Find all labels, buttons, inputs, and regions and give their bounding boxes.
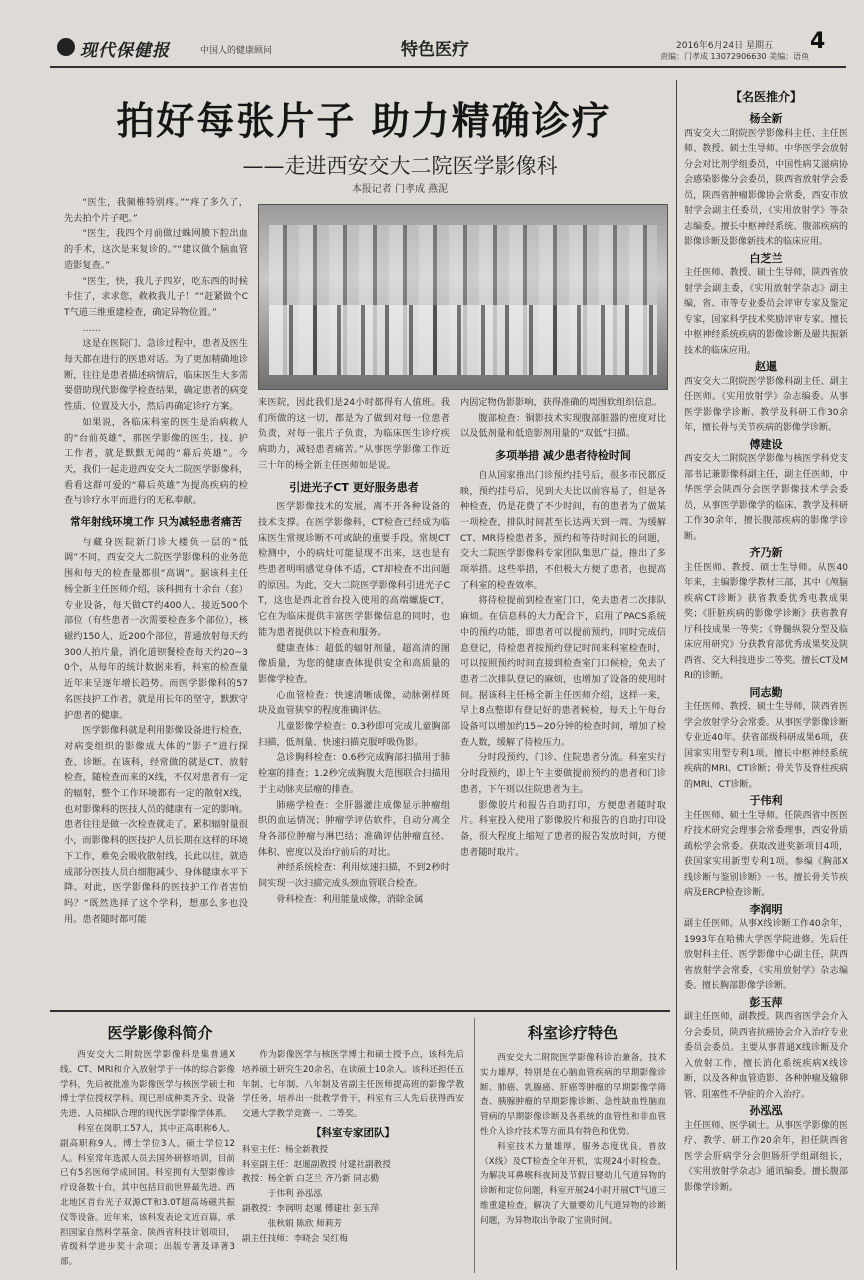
doctor-bio: 西安交大二附院医学影像与核医学科党支部书记兼影像科副主任，副主任医师，中华医学会陕西分会医学影像技术学会委员，从事医学影像学的临床、教学及科研工作30余年，擅长腹部疾病的影像学诊断。 xyxy=(684,454,848,542)
paragraph: 与藏身医院新门诊大楼负一层的“低调”不同，西安交大二院医学影像科的业务范围和每天的检查量都很“高调”。据该科主任杨全新主任医师介绍，该科拥有十余台（套）专业设备，每天做CT约400人、接近500个部位（有些患者一次需要检查多个部位），核磁约150人、近200个部位，普通放射每天约300人拍片量，消化道钡餐检查每天约20~30个，从每年的统计数据来看，科室的检查量近年来呈逐年增长趋势。而医学影像科的57名医技护工作者，就是用长年的坚守，默默守护患者的健康。 xyxy=(64,536,248,721)
paragraph: 作为影像医学与核医学博士和硕士授予点，该科先后培养硕士研究生20余名，在读硕士10余人。该科还担任五年制、七年制、八年制及省副主任医师提高班的影像学教学任务，培养出一批教学骨干，科室有三人先后获得西安交通大学教学竞赛一、二等奖。 xyxy=(242,1050,464,1120)
team-line: 教授：杨全新 白芝兰 齐乃新 同志勤 xyxy=(242,1174,380,1185)
sidebar xyxy=(684,82,848,1272)
doctor-name: 李润明 xyxy=(749,902,783,916)
doctor-name: 傅建设 xyxy=(749,437,783,451)
paragraph: 自从国家推出门诊预约挂号后，很多市民都反映，预约挂号后，见到大夫比以前容易了，但是各种检查，仍是花费了不少时间，有的患者为了做某一项检查，排队时间甚至长达两天到一周。为缓解CT、MR待检患者多，预约和等待时间长的问题，交大二院医学影像科专家团队集思广益，推出了多项举措。这些举措，不但极大方便了患者，也提高了科室的检查效率。 xyxy=(460,469,666,591)
section-heading: 多项举措 减少患者待检时间 xyxy=(495,449,631,463)
doctor-bio: 副主任医师。从事X线诊断工作40余年，1993年在哈佛大学医学院进修。先后任放射科主任、医学影像中心副主任，陕西省放射学会常委，《实用放射学》杂志编委。擅长胸部影像学诊断。 xyxy=(684,919,848,991)
column-3 xyxy=(460,395,666,1005)
doctor-entry xyxy=(684,359,848,437)
doctor-name: 彭玉萍 xyxy=(749,995,783,1009)
paragraph: 医学影像科就是利用影像设备进行检查，对病变组织的影像成大体的“影子”进行探查、诊断。在该科，经常做的就是CT、放射检查，随检查而来的X线，不仅对患者有一定的辐射，整个工作环境都有一定的散射X线，也对影像科的医技人员的健康有一定的影响。患者往往是做一次检查就走了，累积辐射量很小，而影像科的医技护人员长期在这样的环境下工作，难免会吸收散射线，长此以往，就造成部分医技人员白细胞减少、身体健康水平下降。对此，医学影像科的医技护工作者害怕吗？“既然选择了这个学科，想那么多也没用。患者随时都可能 xyxy=(64,725,248,925)
team-line: 科室主任：杨全新教授 xyxy=(242,1144,328,1155)
logo-icon xyxy=(57,38,75,56)
doctor-name: 赵暹 xyxy=(755,360,777,373)
doctor-entry xyxy=(684,902,848,995)
doctor-entry xyxy=(684,545,848,685)
doctor-entry xyxy=(684,1103,848,1196)
team-line: 张秋娟 陈欣 师莉芳 xyxy=(267,1218,343,1229)
team-line: 科室副主任：赵暹副教授 付建社副教授 xyxy=(242,1159,391,1170)
column-2 xyxy=(258,395,450,1010)
doctor-bio: 副主任医师，副教授。陕西省医学会介入分会委员，陕西省抗癌协会介入治疗专业委员会委员。主要从事普通X线诊断及介入放射工作，擅长消化系统疾病X线诊断，以及各种血管造影、各种肿瘤及输卵管、阻塞性不孕症的介入治疗。 xyxy=(684,1012,848,1100)
doctor-name: 孙泓泓 xyxy=(749,1104,783,1117)
paragraph: “医生，快，我儿子四岁，吃东西的时候卡住了，求求您，救救我儿子！”“赶紧做个CT气道三维重建检查，确定异物位置。” xyxy=(64,275,248,318)
paragraph: “医生，我四个月前做过蛛网膜下腔出血的手术，这次是来复诊的。”“建议做个脑血管造影复查。” xyxy=(64,228,248,271)
paragraph: 科室技术力量雄厚，服务态度优良，普放（X线）及CT检查全年开机，实现24小时检查。为解决耳鼻喉科夜间及节假日婴幼儿气道异物的诊断和定位问题，科室开展24小时开展CT气道三维重建检查，解决了大量婴幼儿气道异物的诊断问题，为异物取出争取了宝贵时间。 xyxy=(480,1141,666,1226)
paragraph: 西安交大二附院医学影像科是集普通X线、CT、MRI和介入放射学于一体的综合影像学科，先后被批准为影像医学与核医学硕士和博士学位授权学科。现已形成种类齐全、设备先进、人员梯队合理的现代医学影像学体系。 xyxy=(60,1050,235,1120)
doctor-bio: 主任医师、硕士生导师。任陕西省中医医疗技术研究会理事会常委理事，西安骨质疏松学会常委。获取改进奖新项目4项，获国家实用新型专利1项。参编《胸部X线诊断与鉴别诊断》一书。擅长骨关节疾病及ERCP检查诊断。 xyxy=(684,810,848,898)
issue-date: 2016年6月24日 星期五 xyxy=(676,41,773,51)
article-subtitle: ——走进西安交大二院医学影像科 xyxy=(242,154,558,178)
paragraph: 这是在医院门、急诊过程中，患者及医生每天都在进行的医患对话。为了更加精确地诊断，往往是患者描述病情后，临床医生大多需要借助现代影像学检查结果，确定患者的病变性质、位置及大小，然后再确定诊疗方案。 xyxy=(64,338,248,413)
paragraph: 西安交大二附院医学影像科诊治兼备，技术实力雄厚，特别是在心脑血管疾病的早期影像诊断、肺癌、乳腺癌、肝癌等肿瘤的早期影像学筛查、胰腺肿瘤的早期影像诊断、急性缺血性脑血管病的早期影像诊断及各系统的血管性和非血管性介入诊疗技术等方面具有特色和优势。 xyxy=(480,1053,666,1137)
paragraph: 影像胶片和报告自助打印，方便患者随时取片。科室投入使用了影像胶片和报告的自助打印设备，很大程度上缩短了患者的报告发放时间，方便患者随时取片。 xyxy=(460,799,666,858)
doctor-bio: 主任医师、医学硕士。从事医学影像的医疗、教学、研工作20余年，担任陕西省医学会肝病学分会胆肠肝学组副组长，《实用放射学杂志》通讯编委。擅长腹部影像学诊断。 xyxy=(684,1120,848,1193)
paragraph: …… xyxy=(82,322,101,334)
paragraph: 内固定物伪影影响，获得准确的周围软组织信息。 xyxy=(460,397,663,408)
doctor-entry xyxy=(684,251,848,360)
team-line: 副主任技师：李晓会 吴红梅 xyxy=(242,1233,348,1244)
paragraph: 儿童影像学检查：0.3秒即可完成儿童胸部扫描，低剂量、快速扫描克服呼吸伪影。 xyxy=(258,721,450,748)
doctor-bio: 主任医师、教授、硕士生导师，陕西省放射学会副主委，《实用放射学杂志》副主编，省、市等专业委员会评审专家及鉴定专家，国家科学技术奖励评审专家。擅长中枢神经系统疾病的影像诊断及磁共振新技术的临床应用。 xyxy=(684,268,848,356)
feature-box-title: 科室诊疗特色 xyxy=(527,1024,618,1042)
doctor-entry xyxy=(684,995,848,1104)
column-divider xyxy=(676,80,677,1270)
header-rule xyxy=(50,66,846,68)
team-heading: 【科室专家团队】 xyxy=(311,1126,395,1139)
paragraph: “医生，我频椎特别疼。”“疼了多久了，先去拍个片子吧。” xyxy=(64,197,248,224)
paragraph: 分时段预约，门诊、住院患者分流。科室实行分时段预约，即上午主要做提前预约的患者和门诊患者，下午则以住院患者为主。 xyxy=(460,752,666,795)
doctor-name: 白芝兰 xyxy=(749,251,783,265)
slogan: 中国人的健康顾问 xyxy=(200,46,273,56)
paragraph: 医学影像技术的发展，离不开各种设备的技术支撑。在医学影像科，CT检查已经成为临床医生常规诊断不可或缺的重要手段。常规CT检测中，小的病灶可能显现不出来，这也是有些患者明明感觉身体不适，CT却检查不出问题的原因。为此，交大二院医学影像科引进光子CT，这也是西北首台投入使用的高端螺旋CT，它在为临床提供丰富医学影像信息的同时，也能为患者提供以下检查和服务。 xyxy=(258,501,450,638)
paragraph: 来医院，因此我们是24小时都得有人值班。我们所做的这一切，都是为了做到对每一位患者负责，对每一张片子负责，为临床医生诊疗疾病助力，减轻患者痛苦。”从事医学影像工作近三十年的杨全新主任医师如是说。 xyxy=(258,397,450,471)
section-heading: 常年射线环境工作 只为减轻患者痛苦 xyxy=(70,516,242,529)
article-title: 拍好每张片子 助力精确诊疗 xyxy=(116,98,612,143)
paragraph: 急诊胸科检查：0.6秒完成胸部扫描用于肺栓塞的排查；1.2秒完成胸腹大范围联合扫描用于主动脉夹层瘤的排查。 xyxy=(258,752,450,795)
doctor-name: 同志勤 xyxy=(749,685,783,699)
paragraph: 健康查体：超低的辐射剂量，超高清的图像质量，为您的健康查体提供安全和高质量的影像学检查。 xyxy=(258,642,450,685)
intro-col-left xyxy=(60,1048,235,1273)
paragraph: 神经系统检查：利用炫速扫描，不到2秒时间实现一次扫描完成头颈血管联合检查。 xyxy=(258,862,450,890)
box-divider xyxy=(474,1018,475,1273)
feature-box xyxy=(480,1018,666,1273)
paragraph: 骨科检查：利用能量成像，消除金属 xyxy=(276,893,424,905)
byline: 本报记者 门孝成 燕泥 xyxy=(351,184,449,195)
paragraph: 科室在岗职工57人，其中正高职称6人、副高职称9人，博士学位3人，硕士学位12人。科室常年选派人员去国外研修培训，目前已有5名医师学成回国。科室拥有大型影像诊疗设备数十台，其中包括目前世界最先进、西北地区首台光子双源CT和3.0T超高场磁共振仪等设备。近年来，该科发表论文近百篇，承担国家自然科学基金、陕西省科技计划项目，省级科学进步奖十余项；出版专著及译著3部。 xyxy=(60,1123,235,1268)
intro-col-right xyxy=(242,1048,464,1273)
doctor-bio: 主任医师、教授、硕士生导师，陕西省医学会放射学分会常委。从事医学影像诊断专业近40年。获省部级科研成果6项，获国家实用型专利1项。擅长中枢神经系统疾病的MRI、CT诊断；骨关节及脊柱疾病的MRI、CT诊断。 xyxy=(684,702,848,790)
bottom-section-rule xyxy=(50,1010,670,1012)
team-line: 副教授：李润明 赵暹 傅建社 彭玉萍 xyxy=(242,1203,380,1214)
doctor-entry xyxy=(684,437,848,546)
doctor-entry xyxy=(684,685,848,794)
masthead xyxy=(0,0,864,72)
doctor-entry xyxy=(684,793,848,902)
team-line: 于伟利 孙泓泓 xyxy=(267,1189,323,1200)
intro-box-title: 医学影像科简介 xyxy=(107,1024,213,1042)
paragraph: 肺癌学检查：全肝器灌注成像显示肿瘤组织的血运情况；肿瘤学评估软件，自动分离全身各部位肿瘤与淋巴结；准确评估肿瘤直径、体积、密度以及治疗前后的对比。 xyxy=(258,799,450,858)
doctor-name: 杨全新 xyxy=(749,112,783,125)
doctor-name: 齐乃新 xyxy=(749,546,783,559)
paragraph: 心血管检查：快速清晰成像，动脉粥样斑块及血管狭窄的程度准确评估。 xyxy=(258,689,450,717)
column-1 xyxy=(64,195,248,1010)
photo-people-row xyxy=(269,305,657,375)
editors: 责编：门孝成 13072906630 美编：语鱼 xyxy=(660,52,810,61)
logo-text: 现代保健报 xyxy=(80,41,170,61)
paragraph: 如果说，各临床科室的医生是治病救人的“台前英雄”，那医学影像的医生、技、护工作者，就是默默无闻的“幕后英雄”。今天，我们一起走进西安交大二院医学影像科，看看这群可爱的“幕后英雄”为提高疾病的检查与诊疗水平而进行的无私奉献。 xyxy=(64,416,248,507)
paragraph: 将待检提前到检查室门口，免去患者二次排队麻烦。在信息科的大力配合下，启用了PACS系统中的预约功能，即患者可以提前预约，同时完成信息登记，待检患者按预约登记时间来科室检查时，可以按照预约时间直接到检查室门口候检，免去了患者二次排队登记的麻烦，也增加了设备的使用时间。据该科主任杨全新主任医师介绍，这样一来，早上8点整即有登记好的患者候检，每天上午每台设备可以增加约15~20分钟的检查时间，增加了检查人数，缓解了待检压力。 xyxy=(460,595,666,748)
sidebar-title: 【名医推介】 xyxy=(729,90,802,104)
doctor-bio: 主任医师、教授、硕士生导师。从医40年来，主编影像学教材三部，其中《颅脑疾病CT诊断》获省教委优秀电教成果奖；《肝脏疾病的影像学诊断》获省教育厅科技成果一等奖；《脊髓纵裂分型及临床应用研究》分获教育部优秀成果奖及陕西省、交大科技进步二等奖。擅长CT及MRI的诊断。 xyxy=(684,562,848,681)
doctor-entry xyxy=(684,111,848,251)
section-title: 特色医疗 xyxy=(401,40,469,60)
feature-text xyxy=(480,1051,666,1229)
paragraph: 腹部检查：铜影技术实现腹部脏器的密度对比以及低剂量和低造影剂用量的“双低”扫描。 xyxy=(460,412,666,440)
doctor-bio: 西安交大二附院医学影像科主任、主任医师、教授、硕士生导师。中华医学会放射分会对比剂学组委员，中国性病艾滋病协会感染影像分会委员，陕西省放射学会委员，陕西省肿瘤影像协会常委，西安市放射学会副主任委员，《实用放射学》等杂志编委。擅长中枢神经系统、腹部疾病的影像诊断及影像新技术的临床应用。 xyxy=(684,128,848,247)
staff-group-photo xyxy=(258,204,668,390)
section-heading: 引进光子CT 更好服务患者 xyxy=(289,480,419,494)
page-number: 4 xyxy=(810,29,826,54)
intro-box xyxy=(60,1018,470,1273)
doctor-name: 于伟利 xyxy=(749,794,783,807)
doctor-bio: 西安交大二附院医学影像科副主任、副主任医师。《实用放射学》杂志编委。从事医学影像学诊断、教学及科研工作30余年，擅长骨与关节疾病的影像学诊断。 xyxy=(684,376,848,433)
